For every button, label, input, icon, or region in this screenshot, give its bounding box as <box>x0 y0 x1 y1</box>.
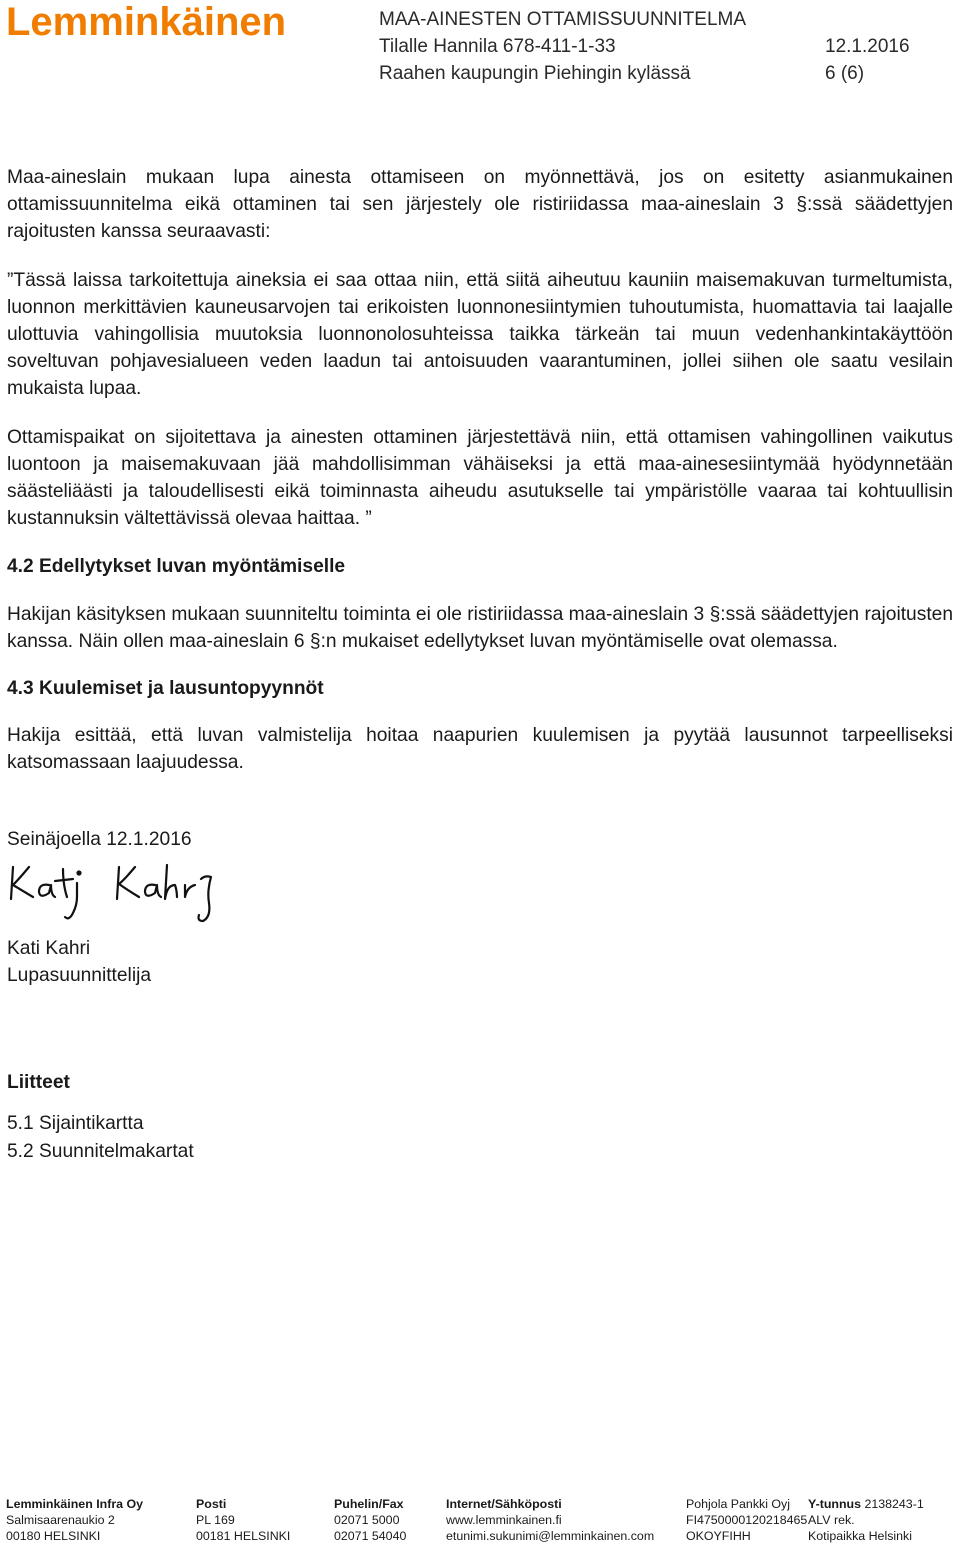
footer-company: Lemminkäinen Infra Oy Salmisaarenaukio 2 00180 HELSINKI <box>6 1497 144 1543</box>
document-footer <box>0 1494 960 1543</box>
law-quote-paragraph-2: Ottamispaikat on sijoitettava ja ainesten ottaminen järjestettävä niin, että ottamisen vahingollinen vaikutus luontoon ja maisemakuvaan jää mahdollisimman vähäiseksi ja että maa-ainesesiintymää hyödynnetään säästeliäästi ja taloudellisesti eikä toiminnasta aiheudu asutukselle tai ympäristölle vaaraa tai kohtuullisin kustannuksin vältettävissä olevaa haittaa. ” <box>7 426 953 530</box>
ytunnus-label: Y-tunnus <box>808 1497 861 1511</box>
section-paragraph-4-2: Hakijan käsityksen mukaan suunniteltu toiminta ei ole ristiriidassa maa-aineslain 3 §:ssä säädettyjen rajoitusten kanssa. Näin ollen maa-aineslain 6 §:n mukaiset edellytykset luvan myöntämiselle ovat olemassa. <box>7 603 953 652</box>
intro-paragraph: Maa-aineslain mukaan lupa ainesta ottamiseen on myönnettävä, jos on esitetty asianmukainen ottamissuunnitelma eikä ottaminen tai sen järjestely ole ristiriidassa maa-aineslain 3 §:ssä säädettyjen rajoitusten kanssa seuraavasti: <box>7 167 953 243</box>
footer-bank: Pohjola Pankki Oyj FI4750000120218465 OKOYFIHH <box>686 1497 808 1543</box>
document-body <box>7 164 953 1165</box>
footer-post: Posti PL 169 00181 HELSINKI <box>196 1497 291 1543</box>
document-subject: Tilalle Hannila 678-411-1-33 <box>379 36 616 57</box>
ytunnus-value: 2138243-1 <box>864 1497 924 1511</box>
attachments-heading: Liitteet <box>7 1072 70 1094</box>
attachment-item: 5.1 Sijaintikartta <box>7 1113 144 1135</box>
footer-registration: Y-tunnus 2138243-1 ALV rek. Kotipaikka Helsinki <box>808 1497 924 1543</box>
document-date: 12.1.2016 <box>825 36 910 57</box>
footer-internet: Internet/Sähköposti www.lemminkainen.fi etunimi.sukunimi@lemminkainen.com <box>446 1497 655 1543</box>
section-heading-4-3: 4.3 Kuulemiset ja lausuntopyynnöt <box>7 678 324 700</box>
footer-phone: Puhelin/Fax 02071 5000 02071 54040 <box>334 1497 407 1543</box>
page-number: 6 (6) <box>825 63 865 84</box>
law-quote-paragraph: ”Tässä laissa tarkoitettuja aineksia ei saa ottaa niin, että siitä aiheutuu kauniin maisemakuvan turmeltumista, luonnon merkittävien kauneusarvojen tai erikoisten luonnonesiintymien tuhoutumista, huomattavia tai laajalle ulottuvia vahingollisia muutoksia luonnonolosuhteissa taikka tärkeän tai muun vedenhankintakäyttöön soveltuvan pohjavesialueen veden laadun tai antoisuuden vaarantuminen, jollei siihen ole saatu vesilain mukaista lupaa. <box>7 269 953 400</box>
document-header <box>379 6 914 87</box>
section-heading-4-2: 4.2 Edellytykset luvan myöntämiselle <box>7 556 346 578</box>
document-title: MAA-AINESTEN OTTAMISSUUNNITELMA <box>379 9 747 30</box>
section-paragraph-4-3: Hakija esittää, että luvan valmistelija hoitaa naapurien kuulemisen ja pyytää lausunnot tarpeelliseksi katsomassaan laajuudessa. <box>7 725 953 774</box>
attachment-item: 5.2 Suunnitelmakartat <box>7 1140 194 1162</box>
company-logo: Lemminkäinen <box>6 0 287 44</box>
signer-title: Lupasuunnittelija <box>7 965 152 987</box>
signer-name: Kati Kahri <box>7 937 91 959</box>
handwritten-signature <box>7 859 227 927</box>
document-location: Raahen kaupungin Piehingin kylässä <box>379 63 691 84</box>
place-date: Seinäjoella 12.1.2016 <box>7 828 192 850</box>
